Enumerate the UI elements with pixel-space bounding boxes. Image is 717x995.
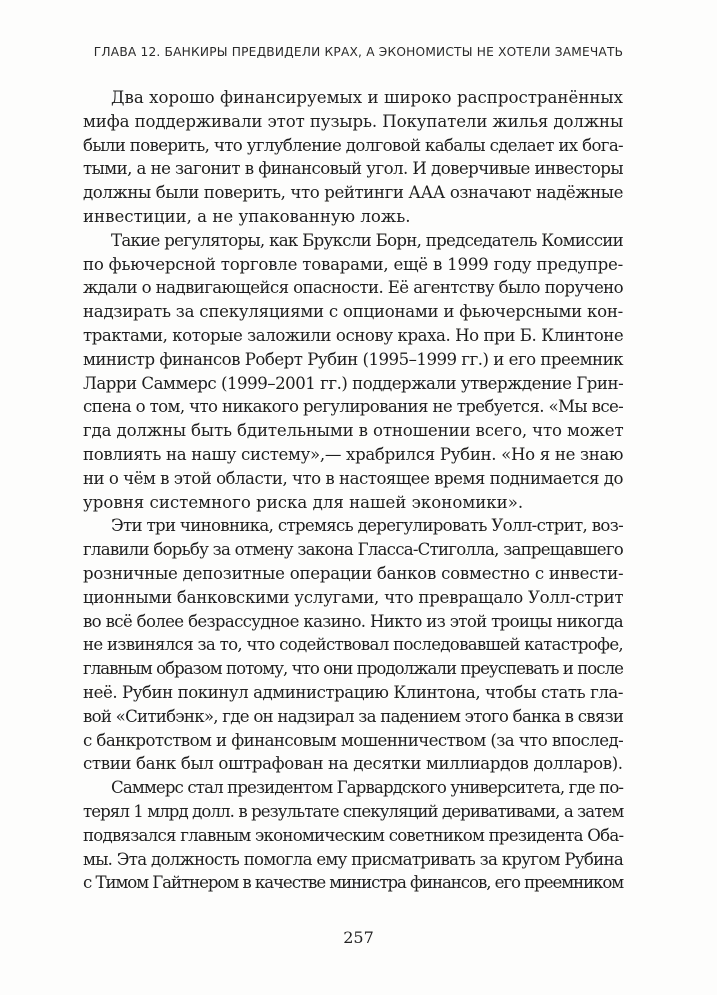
text-line: подвязался главным экономическим советником президента Оба- (83, 825, 624, 845)
text-line: Саммерс стал президентом Гарвардского университета, где по- (111, 778, 624, 798)
text-line: с Тимом Гайтнером в качестве министра финансов, его преемником (83, 873, 624, 893)
paragraph (83, 86, 623, 229)
text-line: главили борьбу за отмену закона Гласса-Стиголла, запрещавшего (83, 540, 623, 560)
text-line: Эти три чиновника, стремясь дерегулировать Уолл-стрит, воз- (111, 516, 624, 536)
text-line: мифа поддерживали этот пузырь. Покупатели жилья должны (83, 111, 624, 131)
text-line: главным образом потому, что они продолжали преуспевать и после (83, 659, 623, 679)
text-line: повлиять на нашу систему»,— храбрился Рубин. «Но я не знаю (83, 444, 624, 464)
text-line: во всё более безрассудное казино. Никто из этой троицы никогда (83, 611, 623, 631)
body-text (83, 86, 623, 895)
text-line: трактами, которые заложили основу краха. Но при Б. Клинтоне (83, 325, 624, 345)
text-line: должны были поверить, что рейтинги ААА означают надёжные (83, 183, 623, 203)
text-line: терял 1 млрд долл. в результате спекуляций деривативами, а затем (83, 801, 624, 821)
text-line: уровня системного риска для нашей экономики». (83, 492, 524, 512)
text-line: Ларри Саммерс (1999–2001 гг.) поддержали утверждение Грин- (83, 373, 624, 393)
text-line: инвестиции, а не упакованную ложь. (83, 206, 411, 226)
text-line: спена о том, что никакого регулирования не требуется. «Мы все- (83, 397, 624, 417)
text-line: министр финансов Роберт Рубин (1995–1999 гг.) и его преемник (83, 349, 623, 369)
text-line: Такие регуляторы, как Бруксли Борн, председатель Комиссии (111, 230, 623, 250)
text-line: тыми, а не загонит в финансовый угол. И доверчивые инвесторы (83, 159, 623, 179)
text-line: не извинялся за то, что содействовал последовавшей катастрофе, (83, 635, 623, 655)
page-number: 257 (343, 928, 374, 947)
text-line: вой «Ситибэнк», где он надзирал за падением этого банка в связи (83, 706, 624, 726)
text-line: мы. Эта должность помогла ему присматривать за кругом Рубина (83, 849, 623, 869)
text-line: по фьючерсной торговле товарами, ещё в 1999 году предупре- (83, 254, 623, 274)
text-line: розничные депозитные операции банков совместно с инвести- (83, 563, 624, 583)
text-line: ционными банковскими услугами, что превращало Уолл-стрит (83, 587, 624, 607)
text-line: ствии банк был оштрафован на десятки миллиардов долларов). (83, 754, 623, 774)
text-line: надзирать за спекуляциями с опционами и фьючерсными кон- (83, 302, 623, 322)
text-line: с банкротством и финансовым мошенничеством (за что впослед- (83, 730, 624, 750)
text-line: были поверить, что углубление долговой кабалы сделает их бога- (83, 135, 623, 155)
running-head: ГЛАВА 12. БАНКИРЫ ПРЕДВИДЕЛИ КРАХ, А ЭКОНОМИСТЫ НЕ ХОТЕЛИ ЗАМЕЧАТЬ (93, 45, 624, 59)
text-line: гда должны быть бдительными в отношении всего, что может (83, 421, 624, 441)
text-line: Два хорошо финансируемых и широко распространённых (111, 88, 623, 107)
paragraph (83, 514, 623, 776)
text-line: неё. Рубин покинул администрацию Клинтона, чтобы стать гла- (83, 682, 623, 702)
text-line: ждали о надвигающейся опасности. Её агентству было поручено (83, 278, 623, 298)
text-line: ни о чём в этой области, что в настоящее время поднимается до (83, 468, 623, 488)
paragraph (83, 229, 623, 515)
paragraph (83, 776, 623, 895)
